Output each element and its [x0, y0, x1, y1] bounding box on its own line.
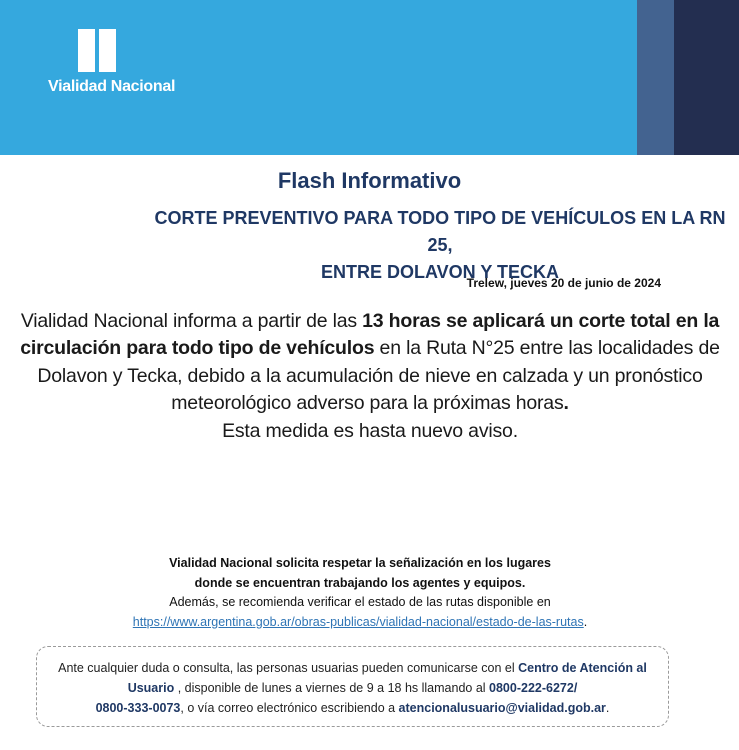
contact-center-name: Centro de Atención al Usuario	[127, 661, 647, 695]
page-title: Flash Informativo	[277, 168, 462, 193]
link-suffix: .	[583, 614, 588, 629]
contact-email[interactable]: atencionalusuario@vialidad.gob.ar	[398, 701, 606, 715]
body-text-2: en la Ruta N°25 entre las localidades de Dolavon y Tecka, debido a la acumulación de nieve en calzada y un pronóstico meteorológico adverso para la próximas horas	[37, 337, 720, 415]
logo-bar-right	[99, 29, 116, 72]
road-status-link[interactable]: https://www.argentina.gob.ar/obras-publicas/vialidad-nacional/estado-de-las-rutas	[132, 614, 584, 629]
safety-notice	[60, 554, 660, 632]
headline-line-1: CORTE PREVENTIVO PARA TODO TIPO DE VEHÍCULOS EN LA RN 25,	[154, 208, 726, 255]
body-text-1: Vialidad Nacional informa a partir de las	[20, 310, 363, 332]
logo-text: Vialidad Nacional	[48, 78, 176, 95]
contact-callout	[36, 646, 669, 727]
notice-link-line	[60, 613, 660, 633]
contact-text-3: , o vía correo electrónico escribiendo a	[180, 701, 399, 715]
logo-bars-icon	[78, 29, 116, 72]
contact-text-2: , disponible de lunes a viernes de 9 a 18 hs llamando al	[174, 681, 490, 695]
body-bold-period: .	[563, 392, 569, 415]
notice-line-2: donde se encuentran trabajando los agentes y equipos.	[194, 575, 526, 590]
body-closing: Esta medida es hasta nuevo aviso.	[222, 419, 518, 442]
contact-phone-1[interactable]: 0800-222-6272/	[489, 681, 578, 695]
notice-line-3: Además, se recomienda verificar el estado de las rutas disponible en	[169, 595, 551, 609]
header-stripe-mid	[637, 0, 674, 155]
headline-line-2: ENTRE DOLAVON Y TECKA	[320, 262, 560, 282]
notice-line-1: Vialidad Nacional solicita respetar la señalización en los lugares	[169, 556, 551, 570]
headline	[150, 205, 730, 286]
body-bold-1: 13 horas se aplicará un corte total en la circulación para todo tipo de vehículos	[20, 310, 720, 360]
logo-bar-left	[78, 29, 95, 72]
dateline: Trelew, jueves 20 de junio de 2024	[466, 276, 661, 290]
announcement-body	[20, 308, 720, 445]
contact-text-1: Ante cualquier duda o consulta, las personas usuarias pueden comunicarse con el	[58, 661, 519, 675]
header-stripe-dark	[674, 0, 739, 155]
contact-text-4: .	[605, 701, 610, 715]
contact-phone-2[interactable]: 0800-333-0073	[95, 701, 181, 715]
